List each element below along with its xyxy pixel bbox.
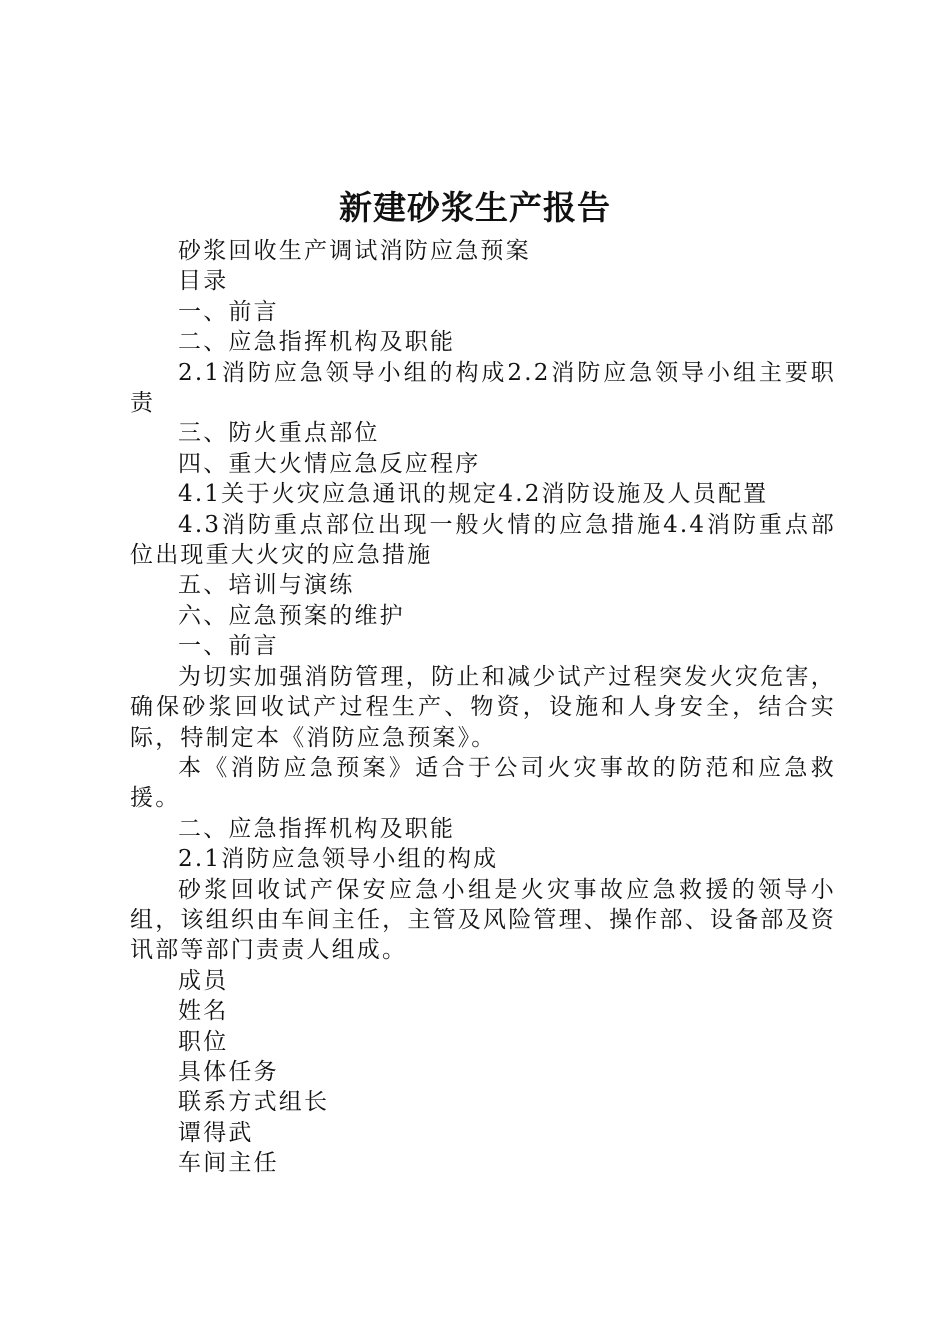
table-text-line: 具体任务: [178, 1058, 279, 1085]
table-text-line: 姓名: [178, 998, 229, 1025]
paragraph-subtitle: 砂浆回收生产调试消防应急预案: [178, 238, 531, 264]
document-body: [130, 236, 836, 1179]
toc-item: 四、重大火情应急反应程序: [178, 450, 481, 477]
toc-item: 4.3消防重点部位出现一般火情的应急措施4.4消防重点部位出现重大火灾的应急措施: [130, 511, 836, 569]
subsection-heading: 2.1消防应急领导小组的构成: [178, 846, 499, 873]
toc-item: 二、应急指挥机构及职能: [178, 329, 456, 356]
toc-item: 一、前言: [178, 298, 279, 325]
section-heading: 一、前言: [178, 633, 279, 660]
toc-item: 三、防火重点部位: [178, 420, 380, 447]
table-text-line: 谭得武: [178, 1119, 254, 1146]
toc-item: 4.1关于火灾应急通讯的规定4.2消防设施及人员配置: [178, 481, 769, 508]
toc-item: 六、应急预案的维护: [178, 602, 405, 629]
table-text-line: 联系方式组长: [178, 1089, 330, 1116]
table-text-line: 车间主任: [178, 1150, 279, 1177]
paragraph: 砂浆回收试产保安应急小组是火灾事故应急救援的领导小组，该组织由车间主任，主管及风险管理、操作部、设备部及资讯部等部门责责人组成。: [130, 876, 836, 964]
document-title: 新建砂浆生产报告: [339, 188, 611, 227]
toc-item: 2.1消防应急领导小组的构成2.2消防应急领导小组主要职责: [130, 359, 836, 417]
paragraph-toc-heading: 目录: [178, 268, 229, 295]
table-text-line: 成员: [178, 967, 229, 994]
section-heading: 二、应急指挥机构及职能: [178, 815, 456, 842]
table-text-line: 职位: [178, 1028, 229, 1055]
paragraph: 本《消防应急预案》适合于公司火灾事故的防范和应急救援。: [130, 754, 836, 812]
paragraph: 为切实加强消防管理，防止和减少试产过程突发火灾危害，确保砂浆回收试产过程生产、物资，设施和人身安全，结合实际，特制定本《消防应急预案》。: [130, 663, 836, 751]
toc-item: 五、培训与演练: [178, 572, 355, 599]
